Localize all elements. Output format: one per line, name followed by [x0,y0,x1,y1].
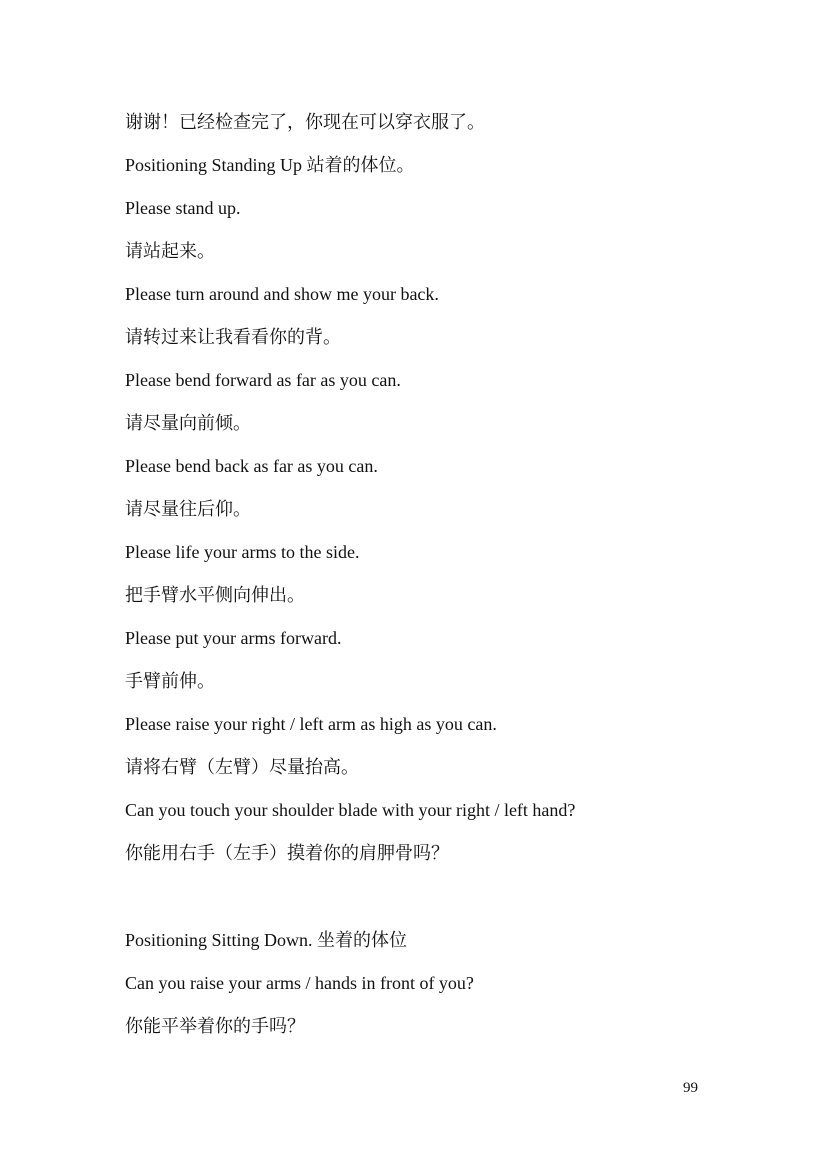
text-line: Please life your arms to the side. [125,542,360,562]
text-line: Can you touch your shoulder blade with your right / left hand? [125,800,576,820]
text-line: Please put your arms forward. [125,628,342,648]
text-line: 请尽量往后仰。 [125,499,251,519]
text-line: 请尽量向前倾。 [125,413,251,433]
page-number: 99 [683,1080,698,1096]
text-line: Please turn around and show me your back. [125,284,439,304]
text-line: Please stand up. [125,198,241,218]
text-line: 你能平举着你的手吗？ [125,1016,305,1036]
text-line: 把手臂水平侧向伸出。 [125,585,305,605]
text-line: Please bend forward as far as you can. [125,370,401,390]
section-heading-standing: Positioning Standing Up 站着的体位。 [125,155,415,175]
text-line: 请转过来让我看看你的背。 [125,327,341,347]
text-line: Can you raise your arms / hands in front of you? [125,973,474,993]
text-line: 手臂前伸。 [125,671,215,691]
text-line: 请站起来。 [125,241,215,261]
text-line: 请将右臂（左臂）尽量抬高。 [125,757,359,777]
section-heading-sitting: Positioning Sitting Down. 坐着的体位 [125,930,408,950]
text-line: Please bend back as far as you can. [125,456,378,476]
text-line: Please raise your right / left arm as high as you can. [125,714,497,734]
text-line: 谢谢！已经检查完了，你现在可以穿衣服了。 [125,112,485,132]
text-line: 你能用右手（左手）摸着你的肩胛骨吗？ [125,843,449,863]
